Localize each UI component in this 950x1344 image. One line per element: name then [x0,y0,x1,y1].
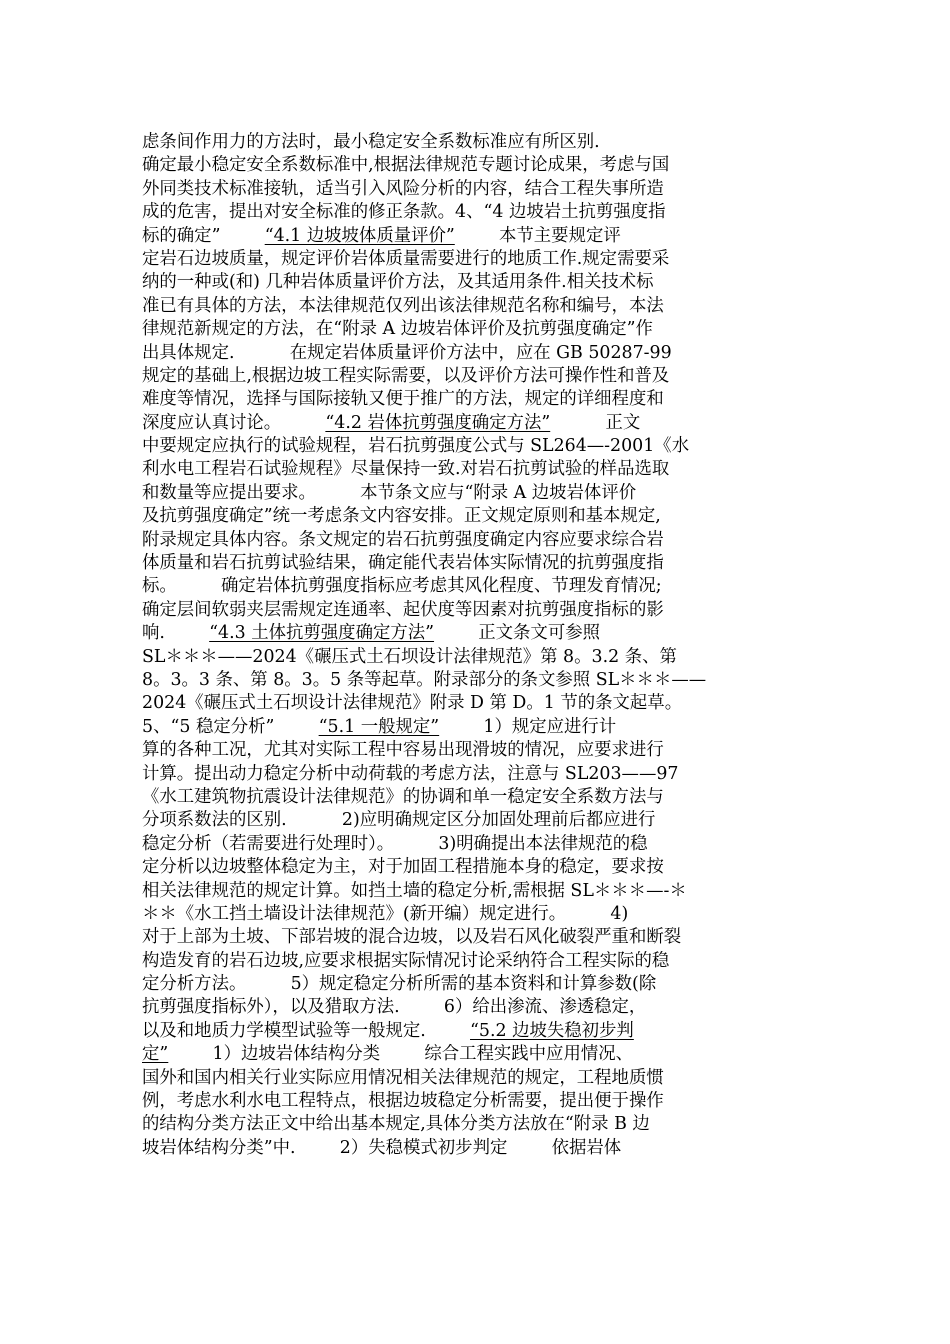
text-run: 和数量等应提出要求。 本节条文应与“附录 A 边坡岩体评价 [142,482,637,503]
text-run: 成的危害，提出对安全标准的修正条款。4、“4 边坡岩土抗剪强度指 [142,202,666,223]
section-heading: “5.1 一般规定” [318,716,440,737]
text-run: 标。 确定岩体抗剪强度指标应考虑其风化程度、节理发育情况; [142,576,662,597]
text-line [142,1137,802,1160]
text-line [142,201,802,224]
text-run: 《水工建筑物抗震设计法律规范》的协调和单一稳定安全系数方法与 [142,786,664,807]
text-run: SL＊＊＊——2024《碾压式土石坝设计法律规范》第 8。3.2 条、第 [142,646,677,667]
text-run: 虑条间作用力的方法时，最小稳定安全系数标准应有所区别. [142,132,600,152]
text-line [142,880,802,903]
text-run: 分项系数法的区别. 2)应明确规定区分加固处理前后都应进行 [142,810,656,831]
text-line [142,1020,802,1043]
text-line [142,809,802,832]
text-line [142,856,802,879]
text-line [142,622,802,645]
document-body [142,131,802,1160]
text-run: 2024《碾压式土石坝设计法律规范》附录 D 第 D。1 节的条文起草。 [142,693,683,714]
text-line [142,271,802,294]
text-run: 例，考虑水利水电工程特点，根据边坡稳定分析需要，提出便于操作 [142,1091,664,1112]
text-run: 的结构分类方法正文中给出基本规定,具体分类方法放在“附录 B 边 [142,1114,650,1135]
text-line [142,505,802,528]
text-run: 抗剪强度指标外），以及猎取方法. 6）给出渗流、渗透稳定， [142,997,647,1018]
text-line [142,482,802,505]
text-run: 响. [142,623,210,644]
text-line [142,131,802,154]
text-line [142,786,802,809]
text-line [142,178,802,201]
text-run: 定岩石边坡质量，规定评价岩体质量需要进行的地质工作.规定需要采 [142,248,670,269]
text-run: 及抗剪强度确定”统一考虑条文内容安排。正文规定原则和基本规定, [142,506,661,527]
text-line [142,154,802,177]
text-line [142,435,802,458]
text-line [142,903,802,926]
text-run: 外同类技术标准接轨，适当引入风险分析的内容，结合工程失事所造 [142,178,664,199]
text-run: 计算。提出动力稳定分析中动荷载的考虑方法，注意与 SL203——97 [142,763,679,784]
text-line [142,342,802,365]
section-heading: “4.1 边坡坡体质量评价” [264,225,455,246]
text-line [142,1090,802,1113]
text-run: 1）规定应进行计 [439,716,617,737]
text-line [142,599,802,622]
text-run: 律规范新规定的方法，在“附录 A 边坡岩体评价及抗剪强度确定”作 [142,319,653,340]
text-run: 以及和地质力学模型试验等一般规定. [142,1020,471,1041]
text-run: 难度等情况，选择与国际接轨又便于推广的方法，规定的详细程度和 [142,389,664,410]
text-run: 相关法律规范的规定计算。如挡土墙的稳定分析,需根据 SL＊＊＊—-＊ [142,880,687,901]
text-run: 对于上部为土坡、下部岩坡的混合边坡，以及岩石风化破裂严重和断裂 [142,927,682,948]
text-run: 中要规定应执行的试验规程，岩石抗剪强度公式与 SL264—-2001《水 [142,436,690,457]
text-line [142,388,802,411]
section-heading: “4.3 土体抗剪强度确定方法” [209,623,435,644]
text-line [142,412,802,435]
text-run: 8。3。3 条、第 8。3。5 条等起草。附录部分的条文参照 SL＊＊＊—— [142,669,707,690]
text-line [142,225,802,248]
text-line [142,646,802,669]
text-line [142,458,802,481]
text-run: 正文条文可参照 [434,623,600,644]
text-run: 5、“5 稳定分析” [142,716,319,737]
text-line [142,763,802,786]
text-line [142,692,802,715]
section-heading: “4.2 岩体抗剪强度确定方法” [325,412,551,433]
text-run: 算的各种工况，尤其对实际工程中容易出现滑坡的情况，应要求进行 [142,740,664,761]
text-line [142,926,802,949]
text-run: 利水电工程岩石试验规程》尽量保持一致.对岩石抗剪试验的样品选取 [142,459,670,480]
text-run: 稳定分析（若需要进行处理时）。 3)明确提出本法律规范的稳 [142,833,648,854]
text-line [142,950,802,973]
text-line [142,1043,802,1066]
text-run: 正文 [550,412,641,433]
text-line [142,1113,802,1136]
text-line [142,575,802,598]
text-line [142,552,802,575]
text-line [142,529,802,552]
text-line [142,833,802,856]
text-run: 附录规定具体内容。条文规定的岩石抗剪强度确定内容应要求综合岩 [142,529,664,550]
text-line [142,716,802,739]
text-line [142,669,802,692]
text-run: 体质量和岩石抗剪试验结果，确定能代表岩体实际情况的抗剪强度指 [142,553,664,574]
text-run: 深度应认真讨论。 [142,412,326,433]
text-run: 出具体规定. 在规定岩体质量评价方法中，应在 GB 50287-99 [142,342,672,363]
text-line [142,295,802,318]
section-heading: 定” [142,1044,169,1065]
text-line [142,318,802,341]
text-line [142,365,802,388]
text-run: 准已有具体的方法，本法律规范仅列出该法律规范名称和编号，本法 [142,295,664,316]
text-run: 本节主要规定评 [454,225,621,246]
text-run: 坡岩体结构分类”中. 2）失稳模式初步判定 依据岩体 [142,1137,622,1158]
text-run: ＊＊《水工挡土墙设计法律规范》(新开编）规定进行。 4) [142,903,629,924]
text-line [142,739,802,762]
text-run: 定分析方法。 5）规定稳定分析所需的基本资料和计算参数(除 [142,974,657,995]
text-run: 1）边坡岩体结构分类 综合工程实践中应用情况、 [168,1044,634,1065]
text-line [142,973,802,996]
text-run: 纳的一种或(和) 几种岩体质量评价方法，及其适用条件.相关技术标 [142,272,654,293]
text-line [142,996,802,1019]
section-heading: “5.2 边坡失稳初步判 [470,1020,634,1041]
text-run: 构造发育的岩石边坡,应要求根据实际情况讨论采纳符合工程实际的稳 [142,950,670,971]
text-run: 标的确定” [142,225,265,246]
text-run: 定分析以边坡整体稳定为主，对于加固工程措施本身的稳定，要求按 [142,857,664,878]
text-run: 确定最小稳定安全系数标准中,根据法律规范专题讨论成果，考虑与国 [142,155,670,176]
text-line [142,1067,802,1090]
text-run: 国外和国内相关行业实际应用情况相关法律规范的规定，工程地质惯 [142,1067,664,1088]
text-run: 规定的基础上,根据边坡工程实际需要，以及评价方法可操作性和普及 [142,365,670,386]
text-line [142,248,802,271]
text-run: 确定层间软弱夹层需规定连通率、起伏度等因素对抗剪强度指标的影 [142,599,664,620]
